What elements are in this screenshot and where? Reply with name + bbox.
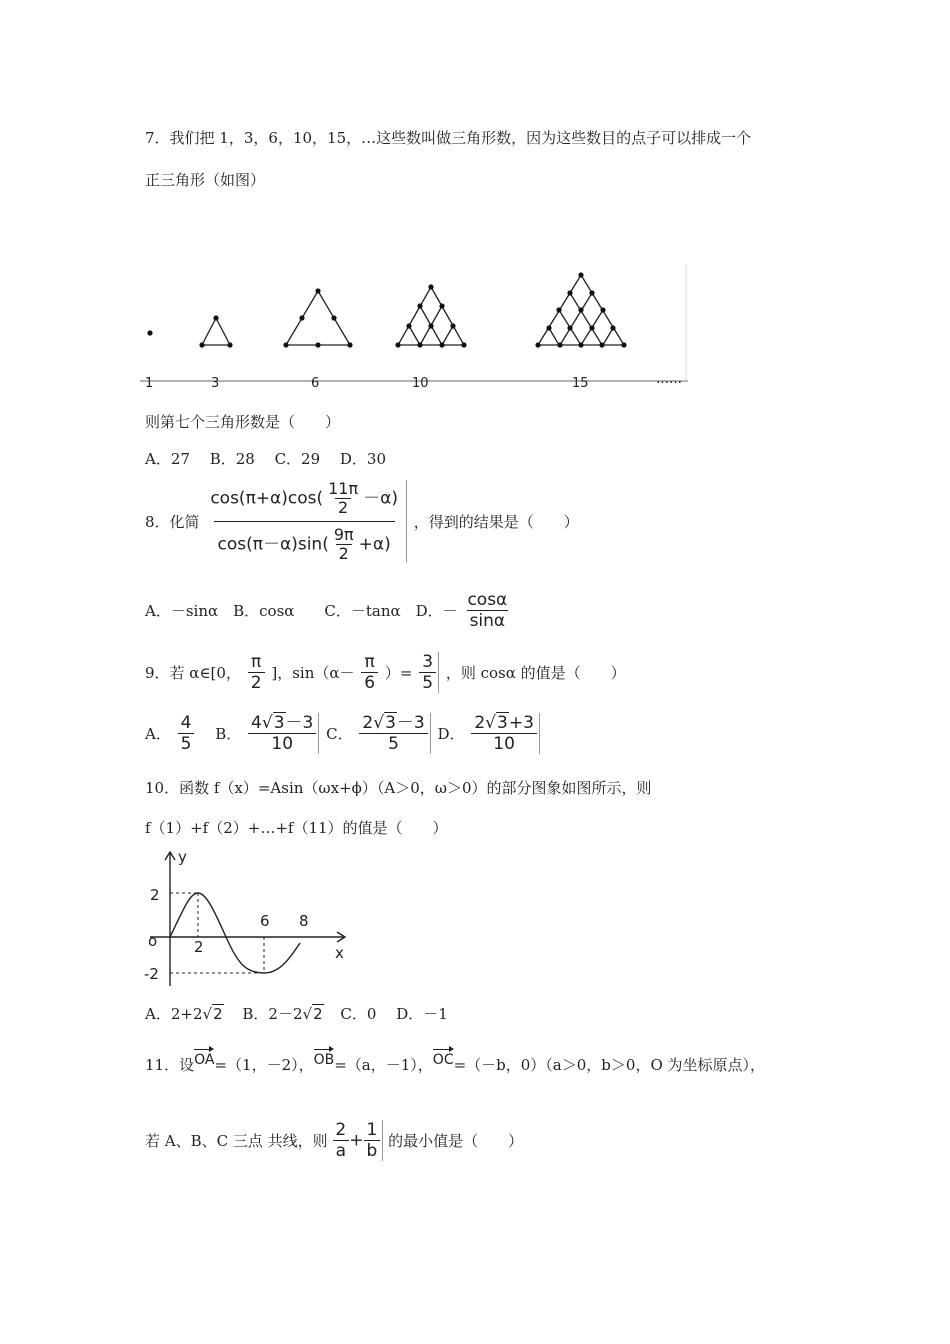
q11-p4: =（－b，0）（a＞0，b＞0，O 为坐标原点）， <box>453 1056 766 1074</box>
q9-pi-2: π <box>364 652 375 672</box>
graph-x-2-label: 2 <box>194 938 204 956</box>
q9-five: 5 <box>419 672 436 693</box>
fig-label-6: 6 <box>311 376 320 391</box>
graph-y-2-label: 2 <box>150 886 160 904</box>
q9-d-num: 2√3+3 <box>474 713 534 733</box>
q9-pi: π <box>251 652 262 672</box>
q11-p2: =（1，－2）， <box>214 1056 314 1074</box>
q9-frac-pi-2 <box>248 652 265 693</box>
q11-plus: + <box>349 1130 364 1151</box>
q9-six: 6 <box>361 672 378 693</box>
q8-denominator <box>214 521 395 563</box>
q9-d-num-pre: 2 <box>474 713 486 733</box>
q9-b-label: B． <box>215 725 242 743</box>
q9-c-num: 2√3－3 <box>362 713 425 733</box>
q8-den-frac-n: 9π <box>333 525 354 544</box>
q9-p2: ]，sin（α－ <box>271 664 355 682</box>
q9-option-c <box>359 713 430 754</box>
sine-graph-figure <box>140 848 355 988</box>
graph-x-label: x <box>335 944 344 962</box>
q9-c-den: 5 <box>359 733 427 754</box>
q11-frac-1-b <box>364 1120 384 1161</box>
q8-den-b: +α) <box>358 534 391 555</box>
q10-opt-a-sqrt: √2 <box>202 1005 223 1023</box>
fig-label-3: 3 <box>211 376 220 391</box>
q8-suffix: ，得到的结果是（ ） <box>413 513 579 531</box>
vector-oa: OA <box>194 1052 215 1068</box>
fig-label-15: 15 <box>572 376 589 391</box>
fig-label-10: 10 <box>412 376 429 391</box>
q8-num-frac-n: 11π <box>328 479 359 498</box>
q9-three: 3 <box>422 652 434 672</box>
q9-c-num-post: －3 <box>396 713 425 733</box>
q9-a-label: A． <box>145 725 171 743</box>
q9-d-num-post: +3 <box>508 713 534 733</box>
q8-opt-d-den: sinα <box>467 610 509 631</box>
q11-line2-post: 的最小值是（ ） <box>388 1132 524 1150</box>
q9-b-num: 4√3－3 <box>251 713 314 733</box>
q11-f2-den: b <box>364 1140 381 1161</box>
q10-opt-b: B．2－2 <box>242 1005 303 1023</box>
q8-num-frac-d: 2 <box>335 498 351 517</box>
q7-options: A．27 B．28 C．29 D．30 <box>145 450 387 468</box>
q11-p1: 11．设 <box>145 1056 195 1074</box>
graph-origin-label: o <box>148 932 158 950</box>
q9-two: 2 <box>248 672 265 693</box>
graph-y-neg2-label: -2 <box>144 965 159 983</box>
q10-opt-a: A．2+2 <box>145 1005 203 1023</box>
q8-prefix: 8．化简 <box>145 513 200 531</box>
q11-p3: =（a，－1）， <box>334 1056 433 1074</box>
q9-question <box>145 652 626 693</box>
q9-b-num-pre: 4 <box>251 713 262 733</box>
q9-a-num: 4 <box>180 713 192 733</box>
q8-den-a: cos(π－α)sin( <box>217 534 329 555</box>
q11-line2 <box>145 1120 523 1161</box>
q9-b-den: 10 <box>248 733 316 754</box>
q8-num-frac <box>325 480 361 517</box>
graph-y-label: y <box>178 848 187 866</box>
q11-line1 <box>145 1052 765 1075</box>
q9-p4: ，则 cosα 的值是（ ） <box>445 664 626 682</box>
q8-num-b: －α) <box>363 488 398 509</box>
q9-c-num-pre: 2 <box>362 713 374 733</box>
q10-opt-cd: C．0 D．－1 <box>340 1005 448 1023</box>
q11-f1-den: a <box>333 1140 349 1161</box>
q9-frac-pi-6 <box>361 652 378 693</box>
q9-p1: 9．若 α∈[0， <box>145 664 241 682</box>
q7-line1: 7．我们把 1，3，6，10，15，…这些数叫做三角形数，因为这些数目的点子可以排成一个 <box>145 129 752 147</box>
q9-p3: ）= <box>384 664 413 682</box>
q11-frac-2-a <box>332 1120 349 1161</box>
q9-a-den: 5 <box>178 733 195 754</box>
q10-opt-b-sqrt: √2 <box>302 1005 323 1023</box>
q9-frac-3-5 <box>419 652 439 693</box>
q9-d-rad: 3 <box>497 713 508 733</box>
q9-b-rad: 3 <box>273 713 285 733</box>
q11-line2-pre: 若 A、B、C 三点 共线，则 <box>145 1132 328 1150</box>
q11-f2-num: 1 <box>366 1120 378 1140</box>
q7-question: 则第七个三角形数是（ ） <box>145 413 341 431</box>
vector-oc: OC <box>432 1052 454 1068</box>
q9-c-label: C． <box>326 725 353 743</box>
q8-den-frac <box>331 526 357 563</box>
q8-options <box>145 590 512 631</box>
q9-options <box>145 713 542 754</box>
q7-line2: 正三角形（如图） <box>145 171 266 189</box>
fig-label-1: 1 <box>145 376 154 391</box>
q9-d-label: D． <box>437 725 465 743</box>
q10-line2: f（1）+f（2）+…+f（11）的值是（ ） <box>145 819 448 837</box>
q8-numerator <box>206 480 402 521</box>
q8-den-frac-d: 2 <box>336 544 352 563</box>
q8-big-fraction <box>206 480 407 563</box>
vector-ob: OB <box>313 1052 335 1068</box>
fig-label-ellipsis: …… <box>656 372 682 387</box>
q10-opt-b-rad: 2 <box>313 1005 323 1023</box>
q9-b-num-post: －3 <box>285 713 314 733</box>
q8-num-a: cos(π+α)cos( <box>210 488 324 509</box>
q9-option-d <box>471 713 540 754</box>
graph-x-6-label: 6 <box>260 912 270 930</box>
q8-expression <box>145 480 579 563</box>
q8-options-text: A．－sinα B．cosα C．－tanα D．－ <box>145 602 458 620</box>
q10-options <box>145 1003 448 1024</box>
q8-option-d-frac <box>464 590 510 631</box>
q8-opt-d-num: cosα <box>467 590 508 610</box>
q9-c-rad: 3 <box>385 713 396 733</box>
q10-line1: 10．函数 f（x）=Asin（ωx+ϕ）（A＞0，ω＞0）的部分图象如图所示，则 <box>145 779 652 797</box>
q9-d-den: 10 <box>471 733 537 754</box>
q9-option-b <box>248 713 319 754</box>
q9-option-a <box>178 713 195 754</box>
graph-x-8-label: 8 <box>299 912 309 930</box>
q10-opt-a-rad: 2 <box>213 1005 223 1023</box>
q11-f1-num: 2 <box>335 1120 347 1140</box>
